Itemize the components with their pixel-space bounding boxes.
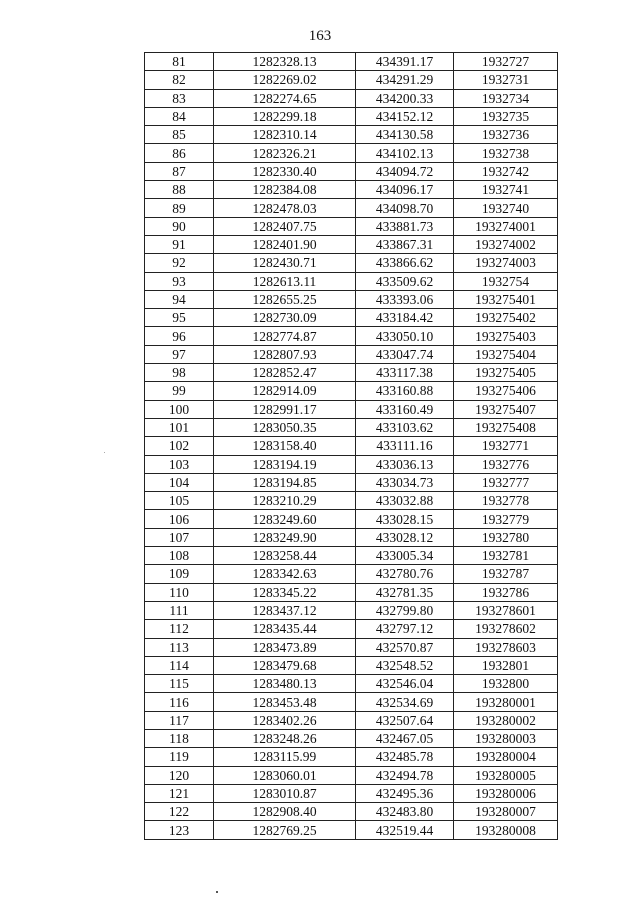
x-coordinate-cell: 1283437.12 xyxy=(214,601,356,619)
point-id-cell: 1932735 xyxy=(454,107,558,125)
table-row xyxy=(145,711,558,729)
point-number-cell: 110 xyxy=(145,583,214,601)
x-coordinate-cell: 1283258.44 xyxy=(214,547,356,565)
table-row xyxy=(145,784,558,802)
y-coordinate-cell: 432519.44 xyxy=(356,821,454,839)
y-coordinate-cell: 433111.16 xyxy=(356,437,454,455)
point-number-cell: 120 xyxy=(145,766,214,784)
y-coordinate-cell: 434391.17 xyxy=(356,53,454,71)
point-number-cell: 97 xyxy=(145,345,214,363)
table-row xyxy=(145,382,558,400)
table-row xyxy=(145,437,558,455)
point-number-cell: 103 xyxy=(145,455,214,473)
x-coordinate-cell: 1282852.47 xyxy=(214,364,356,382)
x-coordinate-cell: 1282310.14 xyxy=(214,126,356,144)
y-coordinate-cell: 432799.80 xyxy=(356,601,454,619)
x-coordinate-cell: 1282401.90 xyxy=(214,235,356,253)
x-coordinate-cell: 1282991.17 xyxy=(214,400,356,418)
y-coordinate-cell: 434098.70 xyxy=(356,199,454,217)
point-id-cell: 193278603 xyxy=(454,638,558,656)
point-number-cell: 98 xyxy=(145,364,214,382)
table-row xyxy=(145,235,558,253)
point-id-cell: 193278602 xyxy=(454,620,558,638)
point-id-cell: 1932736 xyxy=(454,126,558,144)
table-row xyxy=(145,290,558,308)
table-row xyxy=(145,656,558,674)
y-coordinate-cell: 432780.76 xyxy=(356,565,454,583)
point-number-cell: 85 xyxy=(145,126,214,144)
x-coordinate-cell: 1283479.68 xyxy=(214,656,356,674)
point-id-cell: 1932779 xyxy=(454,510,558,528)
point-number-cell: 101 xyxy=(145,418,214,436)
point-id-cell: 193280007 xyxy=(454,803,558,821)
y-coordinate-cell: 433160.49 xyxy=(356,400,454,418)
point-id-cell: 1932780 xyxy=(454,528,558,546)
point-id-cell: 1932754 xyxy=(454,272,558,290)
x-coordinate-cell: 1283453.48 xyxy=(214,693,356,711)
y-coordinate-cell: 433005.34 xyxy=(356,547,454,565)
point-number-cell: 118 xyxy=(145,729,214,747)
y-coordinate-cell: 433509.62 xyxy=(356,272,454,290)
y-coordinate-cell: 434152.12 xyxy=(356,107,454,125)
table-row xyxy=(145,492,558,510)
x-coordinate-cell: 1283194.19 xyxy=(214,455,356,473)
point-number-cell: 114 xyxy=(145,656,214,674)
table-body xyxy=(145,53,558,840)
point-number-cell: 115 xyxy=(145,675,214,693)
x-coordinate-cell: 1283249.90 xyxy=(214,528,356,546)
table-row xyxy=(145,162,558,180)
x-coordinate-cell: 1282326.21 xyxy=(214,144,356,162)
point-number-cell: 107 xyxy=(145,528,214,546)
y-coordinate-cell: 434130.58 xyxy=(356,126,454,144)
x-coordinate-cell: 1282384.08 xyxy=(214,181,356,199)
point-number-cell: 123 xyxy=(145,821,214,839)
y-coordinate-cell: 434200.33 xyxy=(356,89,454,107)
point-id-cell: 1932771 xyxy=(454,437,558,455)
table-row xyxy=(145,601,558,619)
x-coordinate-cell: 1283050.35 xyxy=(214,418,356,436)
point-number-cell: 90 xyxy=(145,217,214,235)
table-row xyxy=(145,473,558,491)
x-coordinate-cell: 1282430.71 xyxy=(214,254,356,272)
y-coordinate-cell: 433881.73 xyxy=(356,217,454,235)
x-coordinate-cell: 1282655.25 xyxy=(214,290,356,308)
y-coordinate-cell: 433034.73 xyxy=(356,473,454,491)
table-row xyxy=(145,107,558,125)
x-coordinate-cell: 1282807.93 xyxy=(214,345,356,363)
y-coordinate-cell: 432485.78 xyxy=(356,748,454,766)
point-number-cell: 116 xyxy=(145,693,214,711)
point-id-cell: 1932787 xyxy=(454,565,558,583)
point-id-cell: 193280003 xyxy=(454,729,558,747)
y-coordinate-cell: 432781.35 xyxy=(356,583,454,601)
point-number-cell: 104 xyxy=(145,473,214,491)
y-coordinate-cell: 432494.78 xyxy=(356,766,454,784)
point-number-cell: 87 xyxy=(145,162,214,180)
x-coordinate-cell: 1282730.09 xyxy=(214,309,356,327)
point-number-cell: 86 xyxy=(145,144,214,162)
point-number-cell: 100 xyxy=(145,400,214,418)
x-coordinate-cell: 1283345.22 xyxy=(214,583,356,601)
y-coordinate-cell: 432546.04 xyxy=(356,675,454,693)
x-coordinate-cell: 1282914.09 xyxy=(214,382,356,400)
x-coordinate-cell: 1283473.89 xyxy=(214,638,356,656)
point-id-cell: 193280008 xyxy=(454,821,558,839)
y-coordinate-cell: 433160.88 xyxy=(356,382,454,400)
point-id-cell: 193275405 xyxy=(454,364,558,382)
point-number-cell: 111 xyxy=(145,601,214,619)
point-number-cell: 112 xyxy=(145,620,214,638)
x-coordinate-cell: 1283010.87 xyxy=(214,784,356,802)
y-coordinate-cell: 433184.42 xyxy=(356,309,454,327)
table-row xyxy=(145,565,558,583)
y-coordinate-cell: 433047.74 xyxy=(356,345,454,363)
point-number-cell: 93 xyxy=(145,272,214,290)
point-id-cell: 193280004 xyxy=(454,748,558,766)
x-coordinate-cell: 1282407.75 xyxy=(214,217,356,235)
x-coordinate-cell: 1282299.18 xyxy=(214,107,356,125)
point-number-cell: 102 xyxy=(145,437,214,455)
point-id-cell: 193274001 xyxy=(454,217,558,235)
point-number-cell: 109 xyxy=(145,565,214,583)
point-id-cell: 1932731 xyxy=(454,71,558,89)
point-id-cell: 193280001 xyxy=(454,693,558,711)
point-id-cell: 1932781 xyxy=(454,547,558,565)
point-number-cell: 84 xyxy=(145,107,214,125)
coordinates-table xyxy=(144,52,558,840)
table-row xyxy=(145,729,558,747)
x-coordinate-cell: 1283342.63 xyxy=(214,565,356,583)
y-coordinate-cell: 432548.52 xyxy=(356,656,454,674)
table-row xyxy=(145,181,558,199)
table-row xyxy=(145,675,558,693)
y-coordinate-cell: 432483.80 xyxy=(356,803,454,821)
table-row xyxy=(145,199,558,217)
table-row xyxy=(145,254,558,272)
point-number-cell: 119 xyxy=(145,748,214,766)
x-coordinate-cell: 1283210.29 xyxy=(214,492,356,510)
x-coordinate-cell: 1283115.99 xyxy=(214,748,356,766)
y-coordinate-cell: 433393.06 xyxy=(356,290,454,308)
point-number-cell: 106 xyxy=(145,510,214,528)
table-row xyxy=(145,144,558,162)
table-row xyxy=(145,126,558,144)
y-coordinate-cell: 434291.29 xyxy=(356,71,454,89)
x-coordinate-cell: 1282330.40 xyxy=(214,162,356,180)
point-id-cell: 193278601 xyxy=(454,601,558,619)
scan-speck xyxy=(104,452,105,453)
y-coordinate-cell: 433867.31 xyxy=(356,235,454,253)
table-row xyxy=(145,53,558,71)
x-coordinate-cell: 1283435.44 xyxy=(214,620,356,638)
table-row xyxy=(145,400,558,418)
x-coordinate-cell: 1282774.87 xyxy=(214,327,356,345)
point-id-cell: 193275401 xyxy=(454,290,558,308)
table-row xyxy=(145,455,558,473)
point-id-cell: 193274003 xyxy=(454,254,558,272)
x-coordinate-cell: 1282328.13 xyxy=(214,53,356,71)
point-number-cell: 88 xyxy=(145,181,214,199)
point-id-cell: 1932740 xyxy=(454,199,558,217)
x-coordinate-cell: 1283402.26 xyxy=(214,711,356,729)
x-coordinate-cell: 1282769.25 xyxy=(214,821,356,839)
y-coordinate-cell: 433050.10 xyxy=(356,327,454,345)
table-row xyxy=(145,272,558,290)
point-number-cell: 95 xyxy=(145,309,214,327)
table-row xyxy=(145,821,558,839)
point-id-cell: 1932738 xyxy=(454,144,558,162)
y-coordinate-cell: 433866.62 xyxy=(356,254,454,272)
table-row xyxy=(145,766,558,784)
point-id-cell: 1932727 xyxy=(454,53,558,71)
y-coordinate-cell: 434102.13 xyxy=(356,144,454,162)
table-row xyxy=(145,638,558,656)
table-row xyxy=(145,418,558,436)
x-coordinate-cell: 1283249.60 xyxy=(214,510,356,528)
point-number-cell: 92 xyxy=(145,254,214,272)
table-row xyxy=(145,217,558,235)
point-id-cell: 193275403 xyxy=(454,327,558,345)
x-coordinate-cell: 1282478.03 xyxy=(214,199,356,217)
table-row xyxy=(145,510,558,528)
point-number-cell: 96 xyxy=(145,327,214,345)
point-id-cell: 193275402 xyxy=(454,309,558,327)
point-id-cell: 1932777 xyxy=(454,473,558,491)
x-coordinate-cell: 1282269.02 xyxy=(214,71,356,89)
point-id-cell: 1932742 xyxy=(454,162,558,180)
point-id-cell: 1932741 xyxy=(454,181,558,199)
point-number-cell: 99 xyxy=(145,382,214,400)
x-coordinate-cell: 1283194.85 xyxy=(214,473,356,491)
point-number-cell: 83 xyxy=(145,89,214,107)
point-id-cell: 193275404 xyxy=(454,345,558,363)
point-id-cell: 193274002 xyxy=(454,235,558,253)
page-number: 163 xyxy=(308,28,332,44)
point-id-cell: 1932800 xyxy=(454,675,558,693)
y-coordinate-cell: 433036.13 xyxy=(356,455,454,473)
table-row xyxy=(145,345,558,363)
table-row xyxy=(145,528,558,546)
point-number-cell: 89 xyxy=(145,199,214,217)
y-coordinate-cell: 433117.38 xyxy=(356,364,454,382)
y-coordinate-cell: 432507.64 xyxy=(356,711,454,729)
y-coordinate-cell: 432467.05 xyxy=(356,729,454,747)
point-id-cell: 1932734 xyxy=(454,89,558,107)
y-coordinate-cell: 434096.17 xyxy=(356,181,454,199)
point-id-cell: 1932778 xyxy=(454,492,558,510)
y-coordinate-cell: 433103.62 xyxy=(356,418,454,436)
x-coordinate-cell: 1282613.11 xyxy=(214,272,356,290)
table-row xyxy=(145,364,558,382)
table-row xyxy=(145,583,558,601)
y-coordinate-cell: 433032.88 xyxy=(356,492,454,510)
point-id-cell: 193280005 xyxy=(454,766,558,784)
point-id-cell: 1932776 xyxy=(454,455,558,473)
y-coordinate-cell: 432534.69 xyxy=(356,693,454,711)
point-id-cell: 193275407 xyxy=(454,400,558,418)
table-row xyxy=(145,309,558,327)
x-coordinate-cell: 1282908.40 xyxy=(214,803,356,821)
table-row xyxy=(145,693,558,711)
y-coordinate-cell: 432570.87 xyxy=(356,638,454,656)
table-row xyxy=(145,71,558,89)
x-coordinate-cell: 1283480.13 xyxy=(214,675,356,693)
table-row xyxy=(145,547,558,565)
point-number-cell: 113 xyxy=(145,638,214,656)
y-coordinate-cell: 433028.15 xyxy=(356,510,454,528)
point-number-cell: 108 xyxy=(145,547,214,565)
table-row xyxy=(145,327,558,345)
point-id-cell: 1932786 xyxy=(454,583,558,601)
y-coordinate-cell: 432495.36 xyxy=(356,784,454,802)
table-row xyxy=(145,620,558,638)
point-number-cell: 105 xyxy=(145,492,214,510)
point-number-cell: 117 xyxy=(145,711,214,729)
point-number-cell: 121 xyxy=(145,784,214,802)
point-number-cell: 81 xyxy=(145,53,214,71)
y-coordinate-cell: 434094.72 xyxy=(356,162,454,180)
table-row xyxy=(145,89,558,107)
point-number-cell: 82 xyxy=(145,71,214,89)
point-number-cell: 91 xyxy=(145,235,214,253)
point-id-cell: 193275408 xyxy=(454,418,558,436)
point-id-cell: 1932801 xyxy=(454,656,558,674)
x-coordinate-cell: 1283158.40 xyxy=(214,437,356,455)
point-id-cell: 193280006 xyxy=(454,784,558,802)
y-coordinate-cell: 433028.12 xyxy=(356,528,454,546)
point-id-cell: 193275406 xyxy=(454,382,558,400)
table-row xyxy=(145,748,558,766)
x-coordinate-cell: 1283248.26 xyxy=(214,729,356,747)
y-coordinate-cell: 432797.12 xyxy=(356,620,454,638)
point-number-cell: 122 xyxy=(145,803,214,821)
point-number-cell: 94 xyxy=(145,290,214,308)
point-id-cell: 193280002 xyxy=(454,711,558,729)
x-coordinate-cell: 1282274.65 xyxy=(214,89,356,107)
scan-speck xyxy=(216,891,218,893)
x-coordinate-cell: 1283060.01 xyxy=(214,766,356,784)
table-row xyxy=(145,803,558,821)
